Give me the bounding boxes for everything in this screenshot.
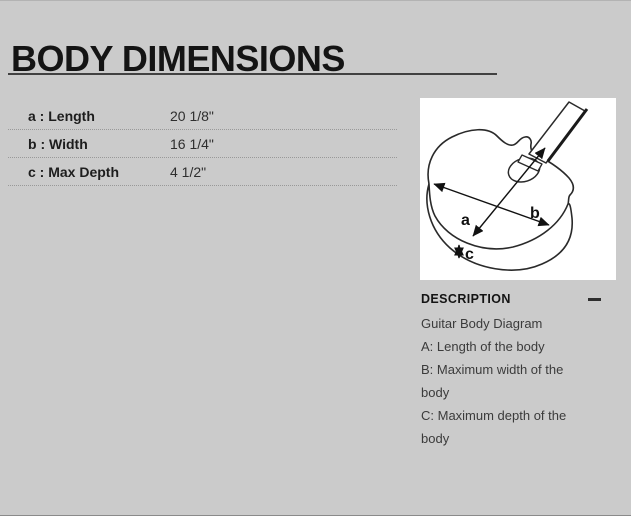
page-top-border [0,0,631,1]
minus-icon [588,298,601,301]
dimension-value-b: 16 1/4" [170,135,214,152]
dimension-label-b: b : Width [28,135,88,152]
arrow-label-c: c [465,246,474,263]
dimension-value-c: 4 1/2" [170,163,207,180]
arrow-label-b: b [530,205,540,222]
description-collapse-toggle[interactable] [583,292,601,306]
description-line: Guitar Body Diagram [421,316,543,331]
arrow-label-a: a [461,212,470,229]
dimension-label-c: c : Max Depth [28,163,120,180]
description-title: DESCRIPTION [421,292,511,306]
description-line: A: Length of the body [421,339,545,354]
table-row [8,102,397,130]
guitar-body-diagram [420,98,616,280]
description-line: B: Maximum width of the body [421,362,564,400]
guitar-neck [529,102,585,163]
description-header [421,291,601,307]
description-section [421,291,601,450]
table-row [8,158,397,186]
title-divider [8,73,497,75]
guitar-body-diagram-panel [420,98,616,280]
page-title: BODY DIMENSIONS [11,38,345,80]
dimension-value-a: 20 1/8" [170,107,214,124]
body-dimensions-table [8,102,397,186]
table-row [8,130,397,158]
description-line: C: Maximum depth of the body [421,408,567,446]
description-body [421,312,591,450]
dimension-label-a: a : Length [28,107,95,124]
